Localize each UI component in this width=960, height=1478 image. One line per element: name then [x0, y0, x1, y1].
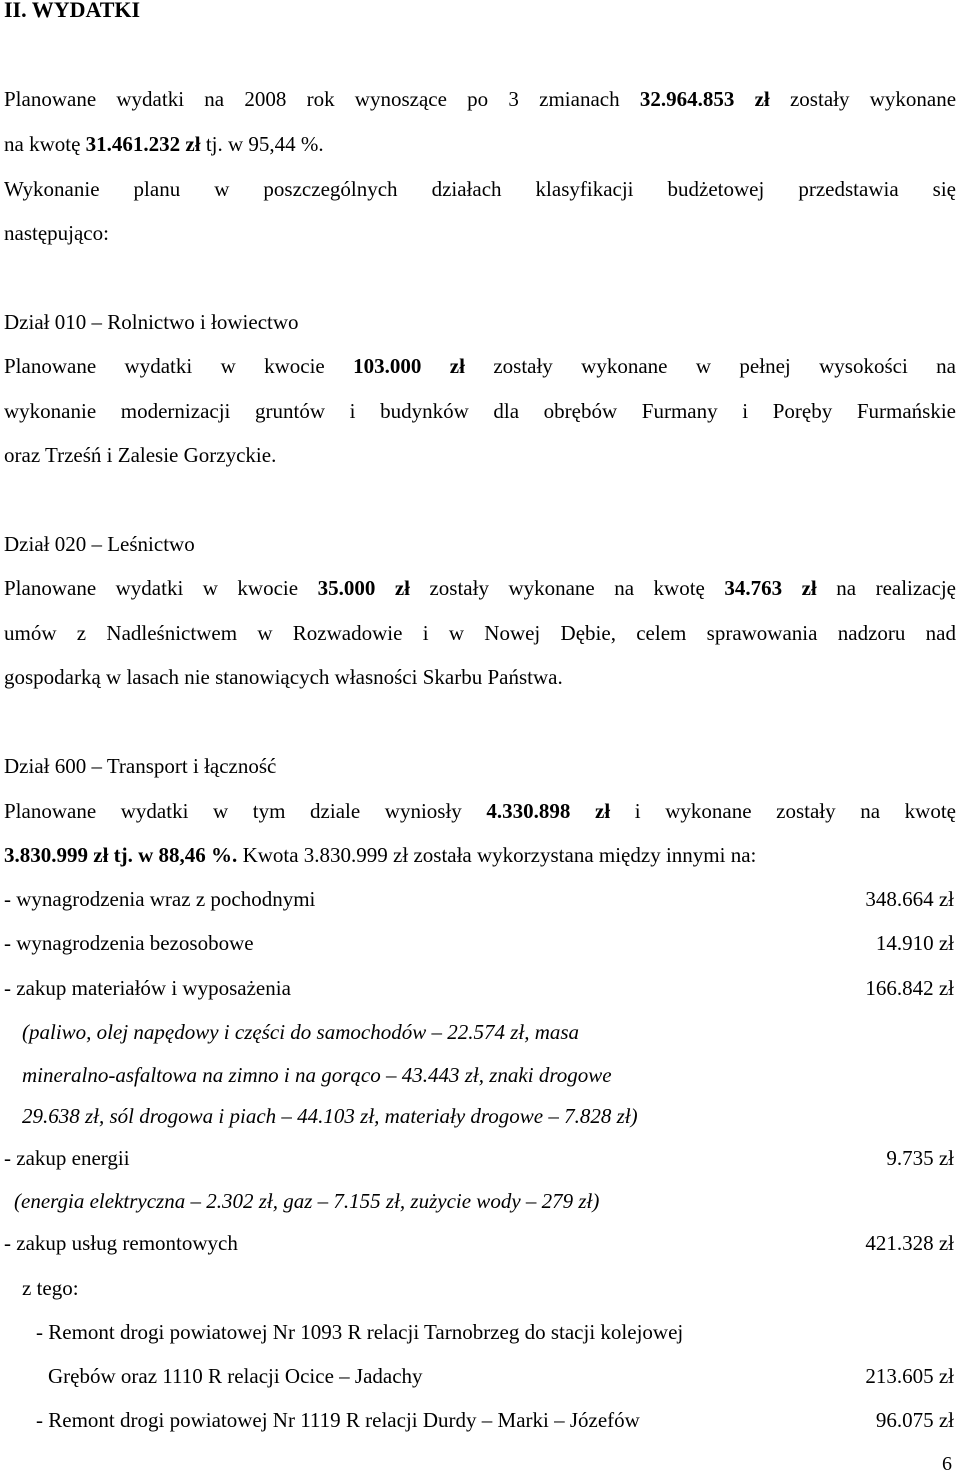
road-1-amount: 213.605 zł [865, 1364, 954, 1388]
materials-note-line-3: 29.638 zł, sól drogowa i piach – 44.103 zł, materiały drogowe – 7.828 zł) [22, 1104, 638, 1128]
energy-label: - zakup energii [4, 1146, 130, 1170]
repairs-label: - zakup usług remontowych [4, 1231, 238, 1255]
dzial-020-heading: Dział 020 – Leśnictwo [4, 532, 195, 556]
dzial-020-line-2: umów z Nadleśnictwem w Rozwadowie i w Nowej Dębie, celem sprawowania nadzoru nad [4, 621, 956, 645]
energy-amount: 9.735 zł [886, 1146, 954, 1170]
expense-label: - wynagrodzenia bezosobowe [4, 931, 254, 955]
intro-line-1: Planowane wydatki na 2008 rok wynoszące po 3 zmianach 32.964.853 zł zostały wykonane [4, 87, 957, 111]
dzial-600-heading: Dział 600 – Transport i łączność [4, 754, 277, 778]
materials-note-line-1: (paliwo, olej napędowy i części do samochodów – 22.574 zł, masa [22, 1020, 580, 1044]
energy-note: (energia elektryczna – 2.302 zł, gaz – 7.155 zł, zużycie wody – 279 zł) [14, 1189, 600, 1213]
dzial-020-line-1: Planowane wydatki w kwocie 35.000 zł zostały wykonane na kwotę 34.763 zł na realizację [4, 576, 957, 600]
dzial-010-line-3: oraz Trześń i Zalesie Gorzyckie. [4, 443, 277, 467]
page-number: 6 [942, 1453, 952, 1475]
road-1-line-2: Grębów oraz 1110 R relacji Ocice – Jadachy [48, 1364, 423, 1388]
dzial-010-line-1: Planowane wydatki w kwocie 103.000 zł zostały wykonane w pełnej wysokości na [4, 354, 956, 378]
intro-line-2: na kwotę 31.461.232 zł tj. w 95,44 %. [4, 132, 324, 156]
road-1-line-1: - Remont drogi powiatowej Nr 1093 R relacji Tarnobrzeg do stacji kolejowej [36, 1320, 684, 1344]
materials-note-line-2: mineralno-asfaltowa na zimno i na gorąco – 43.443 zł, znaki drogowe [22, 1063, 612, 1087]
expense-amount: 348.664 zł [865, 887, 954, 911]
dzial-010-heading: Dział 010 – Rolnictwo i łowiectwo [4, 310, 299, 334]
expense-label: - zakup materiałów i wyposażenia [4, 976, 291, 1000]
dzial-020-line-3: gospodarką w lasach nie stanowiących własności Skarbu Państwa. [4, 665, 563, 689]
expense-amount: 14.910 zł [875, 931, 954, 955]
repairs-amount: 421.328 zł [865, 1231, 954, 1255]
z-tego-label: z tego: [22, 1276, 79, 1300]
dzial-010-line-2: wykonanie modernizacji gruntów i budynków dla obrębów Furmany i Poręby Furmańskie [4, 399, 956, 423]
page-title: II. WYDATKI [4, 0, 141, 22]
dzial-600-line-2: 3.830.999 zł tj. w 88,46 %. Kwota 3.830.999 zł została wykorzystana między innymi na: [4, 843, 757, 867]
road-2-line: - Remont drogi powiatowej Nr 1119 R relacji Durdy – Marki – Józefów [36, 1408, 640, 1432]
dzial-600-line-1: Planowane wydatki w tym dziale wyniosły 4.330.898 zł i wykonane zostały na kwotę [4, 799, 956, 823]
expense-label: - wynagrodzenia wraz z pochodnymi [4, 887, 316, 911]
intro-line-4: następująco: [4, 221, 109, 245]
expense-amount: 166.842 zł [865, 976, 954, 1000]
road-2-amount: 96.075 zł [875, 1408, 954, 1432]
intro-line-3: Wykonanie planu w poszczególnych działach klasyfikacji budżetowej przedstawia się [4, 177, 956, 201]
